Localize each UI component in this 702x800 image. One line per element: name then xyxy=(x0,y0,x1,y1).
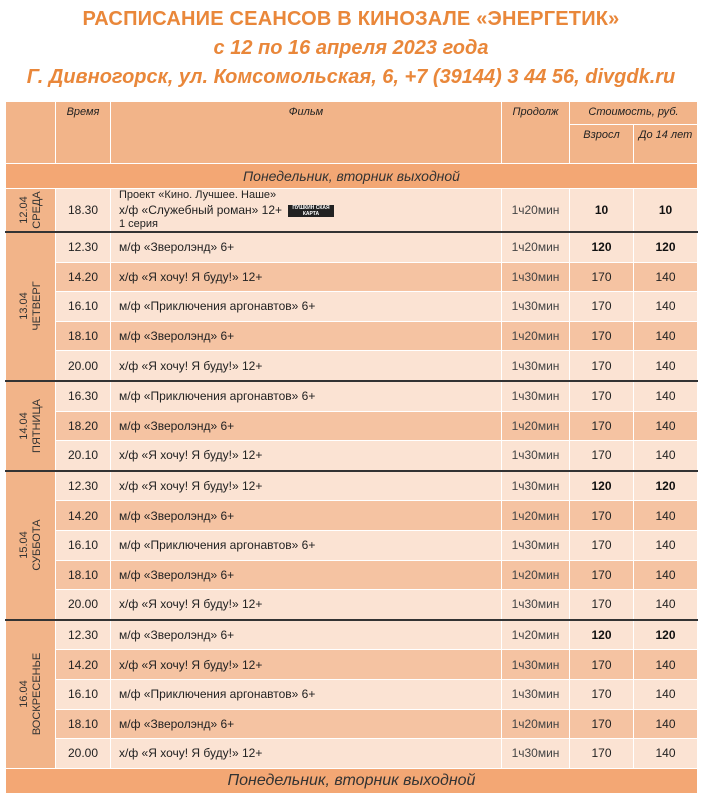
price-child: 140 xyxy=(634,650,698,680)
price-adult: 170 xyxy=(570,739,634,769)
header-film: Фильм xyxy=(111,102,502,164)
project-line: Проект «Кино. Лучшее. Наше» xyxy=(119,189,277,201)
session-film: м/ф «Приключения аргонавтов» 6+ xyxy=(111,530,502,560)
schedule-table xyxy=(5,101,698,794)
price-child: 140 xyxy=(634,560,698,590)
session-duration: 1ч30мин xyxy=(502,351,570,381)
session-duration: 1ч20мин xyxy=(502,321,570,351)
session-film: м/ф «Зверолэнд» 6+ xyxy=(111,411,502,441)
header-price: Стоимость, руб. xyxy=(570,102,698,125)
day-weekday: СРЕДА xyxy=(30,191,43,229)
price-adult: 170 xyxy=(570,679,634,709)
session-row xyxy=(6,441,698,471)
session-time: 14.20 xyxy=(56,262,111,292)
session-duration: 1ч30мин xyxy=(502,590,570,620)
price-child: 10 xyxy=(634,189,698,233)
session-row xyxy=(6,679,698,709)
session-film: м/ф «Зверолэнд» 6+ xyxy=(111,709,502,739)
day-weekday: СУББОТА xyxy=(30,519,43,571)
session-row xyxy=(6,411,698,441)
session-time: 18.30 xyxy=(56,189,111,233)
price-adult: 170 xyxy=(570,262,634,292)
session-duration: 1ч20мин xyxy=(502,560,570,590)
day-label xyxy=(6,381,56,471)
day-weekday: ВОСКРЕСЕНЬЕ xyxy=(30,653,43,736)
day-label xyxy=(6,471,56,620)
session-duration: 1ч20мин xyxy=(502,232,570,262)
price-adult: 170 xyxy=(570,650,634,680)
session-row xyxy=(6,189,698,233)
price-child: 140 xyxy=(634,262,698,292)
price-adult: 170 xyxy=(570,351,634,381)
session-film: м/ф «Приключения аргонавтов» 6+ xyxy=(111,381,502,411)
session-time: 18.10 xyxy=(56,709,111,739)
day-date: 12.04 xyxy=(17,196,30,224)
session-row xyxy=(6,530,698,560)
series-line: 1 серия xyxy=(119,218,159,230)
price-adult: 170 xyxy=(570,381,634,411)
day-date: 16.04 xyxy=(17,680,30,708)
session-duration: 1ч30мин xyxy=(502,292,570,322)
day-label xyxy=(6,620,56,768)
session-duration: 1ч30мин xyxy=(502,679,570,709)
session-film: м/ф «Приключения аргонавтов» 6+ xyxy=(111,292,502,322)
session-time: 16.10 xyxy=(56,530,111,560)
session-row xyxy=(6,321,698,351)
day-weekday: ПЯТНИЦА xyxy=(30,398,43,453)
price-child: 140 xyxy=(634,321,698,351)
session-duration: 1ч30мин xyxy=(502,471,570,501)
price-child: 120 xyxy=(634,620,698,650)
day-date: 14.04 xyxy=(17,412,30,440)
session-time: 18.10 xyxy=(56,560,111,590)
session-time: 16.10 xyxy=(56,292,111,322)
session-row xyxy=(6,232,698,262)
session-row xyxy=(6,292,698,322)
session-film: м/ф «Зверолэнд» 6+ xyxy=(111,232,502,262)
session-time: 16.10 xyxy=(56,679,111,709)
price-adult: 170 xyxy=(570,441,634,471)
session-film xyxy=(111,189,502,233)
date-range: с 12 по 16 апреля 2023 года xyxy=(213,37,489,59)
session-duration: 1ч30мин xyxy=(502,739,570,769)
header-day xyxy=(6,102,56,164)
price-child: 140 xyxy=(634,441,698,471)
price-child: 140 xyxy=(634,292,698,322)
session-row xyxy=(6,650,698,680)
session-film: х/ф «Я хочу! Я буду!» 12+ xyxy=(111,441,502,471)
session-film: м/ф «Зверолэнд» 6+ xyxy=(111,501,502,531)
page-title: РАСПИСАНИЕ СЕАНСОВ В КИНОЗАЛЕ «ЭНЕРГЕТИК» xyxy=(82,8,620,30)
session-row xyxy=(6,262,698,292)
price-child: 120 xyxy=(634,471,698,501)
session-row xyxy=(6,709,698,739)
session-row xyxy=(6,471,698,501)
session-duration: 1ч30мин xyxy=(502,381,570,411)
session-film: м/ф «Зверолэнд» 6+ xyxy=(111,321,502,351)
session-time: 20.10 xyxy=(56,441,111,471)
header-child: До 14 лет xyxy=(634,125,698,164)
session-time: 12.30 xyxy=(56,471,111,501)
price-child: 140 xyxy=(634,709,698,739)
price-adult: 170 xyxy=(570,411,634,441)
day-label xyxy=(6,232,56,381)
day-label xyxy=(6,189,56,233)
header-time: Время xyxy=(56,102,111,164)
price-child: 140 xyxy=(634,530,698,560)
closed-note: Понедельник, вторник выходной xyxy=(6,164,698,189)
session-duration: 1ч30мин xyxy=(502,441,570,471)
session-time: 20.00 xyxy=(56,739,111,769)
session-time: 18.10 xyxy=(56,321,111,351)
film-title: х/ф «Служебный роман» 12+ xyxy=(119,203,283,217)
session-row xyxy=(6,739,698,769)
session-time: 20.00 xyxy=(56,351,111,381)
session-film: х/ф «Я хочу! Я буду!» 12+ xyxy=(111,650,502,680)
price-adult: 170 xyxy=(570,709,634,739)
session-film: х/ф «Я хочу! Я буду!» 12+ xyxy=(111,351,502,381)
session-time: 20.00 xyxy=(56,590,111,620)
price-adult: 120 xyxy=(570,620,634,650)
session-duration: 1ч20мин xyxy=(502,709,570,739)
session-row xyxy=(6,501,698,531)
session-time: 16.30 xyxy=(56,381,111,411)
session-duration: 1ч30мин xyxy=(502,650,570,680)
price-child: 140 xyxy=(634,590,698,620)
closed-row-top xyxy=(6,164,698,189)
price-adult: 10 xyxy=(570,189,634,233)
price-child: 140 xyxy=(634,381,698,411)
price-child: 140 xyxy=(634,411,698,441)
session-time: 14.20 xyxy=(56,650,111,680)
price-adult: 120 xyxy=(570,471,634,501)
session-duration: 1ч20мин xyxy=(502,501,570,531)
pushkin-card-badge: ПУШКИН СКАЯ КАРТА xyxy=(288,205,334,217)
price-adult: 170 xyxy=(570,292,634,322)
session-duration: 1ч20мин xyxy=(502,189,570,233)
price-child: 120 xyxy=(634,232,698,262)
closed-row-bottom xyxy=(6,768,698,793)
header-adult: Взросл xyxy=(570,125,634,164)
venue-address: Г. Дивногорск, ул. Комсомольская, 6, +7 (39144) 3 44 56, divgdk.ru xyxy=(26,66,676,88)
session-film: х/ф «Я хочу! Я буду!» 12+ xyxy=(111,739,502,769)
session-row xyxy=(6,560,698,590)
price-child: 140 xyxy=(634,351,698,381)
session-row xyxy=(6,351,698,381)
header-duration: Продолж xyxy=(502,102,570,164)
price-child: 140 xyxy=(634,739,698,769)
session-film: м/ф «Зверолэнд» 6+ xyxy=(111,560,502,590)
session-duration: 1ч20мин xyxy=(502,411,570,441)
day-date: 15.04 xyxy=(17,531,30,560)
session-film: х/ф «Я хочу! Я буду!» 12+ xyxy=(111,590,502,620)
price-adult: 170 xyxy=(570,590,634,620)
header-row xyxy=(6,102,698,125)
session-time: 12.30 xyxy=(56,620,111,650)
session-duration: 1ч30мин xyxy=(502,530,570,560)
session-time: 18.20 xyxy=(56,411,111,441)
session-row xyxy=(6,381,698,411)
price-child: 140 xyxy=(634,679,698,709)
price-adult: 120 xyxy=(570,232,634,262)
session-duration: 1ч20мин xyxy=(502,620,570,650)
price-adult: 170 xyxy=(570,501,634,531)
session-row xyxy=(6,620,698,650)
session-film: х/ф «Я хочу! Я буду!» 12+ xyxy=(111,471,502,501)
session-film: м/ф «Приключения аргонавтов» 6+ xyxy=(111,679,502,709)
price-child: 140 xyxy=(634,501,698,531)
session-row xyxy=(6,590,698,620)
price-adult: 170 xyxy=(570,321,634,351)
session-film: х/ф «Я хочу! Я буду!» 12+ xyxy=(111,262,502,292)
session-duration: 1ч30мин xyxy=(502,262,570,292)
day-date: 13.04 xyxy=(17,292,30,321)
price-adult: 170 xyxy=(570,560,634,590)
day-weekday: ЧЕТВЕРГ xyxy=(30,281,43,332)
closed-note: Понедельник, вторник выходной xyxy=(6,768,698,793)
price-adult: 170 xyxy=(570,530,634,560)
session-time: 12.30 xyxy=(56,232,111,262)
session-film: м/ф «Зверолэнд» 6+ xyxy=(111,620,502,650)
session-time: 14.20 xyxy=(56,501,111,531)
